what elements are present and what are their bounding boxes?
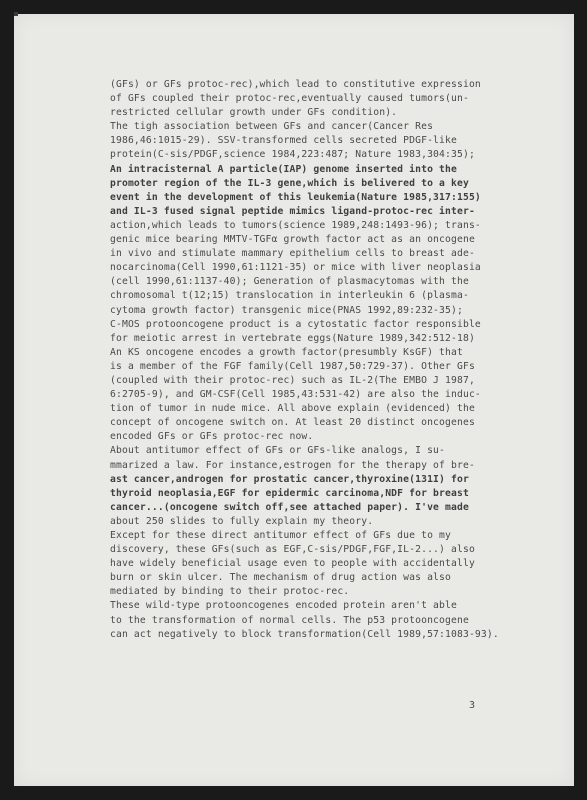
text-line: burn or skin ulcer. The mechanism of drug action was also: [110, 572, 451, 584]
text-line: action,which leads to tumors(science 1989,248:1493-96); trans-: [110, 219, 481, 231]
text-line: have widely beneficial usage even to people with accidentally: [110, 558, 475, 570]
text-line: can act negatively to block transformation(Cell 1989,57:1083-93).: [110, 628, 499, 640]
text-line: The tigh association between GFs and cancer(Cancer Res: [110, 121, 434, 133]
text-line: promoter region of the IL-3 gene,which is belivered to a key: [110, 177, 469, 189]
text-line: An intracisternal A particle(IAP) genome inserted into the: [110, 163, 457, 175]
text-line: event in the development of this leukemia(Nature 1985,317:155): [110, 191, 481, 203]
text-line: for meiotic arrest in vertebrate eggs(Nature 1989,342:512-18): [110, 332, 475, 344]
text-line: and IL-3 fused signal peptide mimics ligand-protoc-rec inter-: [110, 205, 475, 217]
text-line: These wild-type protooncogenes encoded protein aren't able: [110, 600, 457, 612]
text-line: Except for these direct antitumor effect of GFs due to my: [110, 530, 451, 541]
text-line: discovery, these GFs(such as EGF,C-sis/PDGF,FGF,IL-2...) also: [110, 544, 475, 556]
text-line: An KS oncogene encodes a growth factor(presumbly KsGF) that: [110, 346, 463, 358]
text-line: (coupled with their protoc-rec) such as IL-2(The EMBO J 1987,: [110, 374, 475, 386]
corner-mark: [14, 12, 18, 16]
text-line: C-MOS protooncogene product is a cytostatic factor responsible: [110, 318, 481, 330]
text-line: 1986,46:1015-29). SSV-transformed cells secreted PDGF-like: [110, 135, 457, 147]
text-line: mmarized a law. For instance,estrogen for the therapy of bre-: [110, 459, 475, 471]
text-line: cancer...(oncogene switch off,see attached paper). I've made: [110, 501, 469, 513]
text-line: thyroid neoplasia,EGF for epidermic carcinoma,NDF for breast: [110, 487, 469, 499]
text-line: about 250 slides to fully explain my theory.: [110, 515, 374, 527]
text-line: mediated by binding to their protoc-rec.: [110, 586, 350, 598]
text-line: cytoma growth factor) transgenic mice(PNAS 1992,89:232-35);: [110, 304, 463, 316]
page-number: 3: [469, 700, 476, 711]
text-line: (GFs) or GFs protoc-rec),which lead to constitutive expression: [110, 79, 481, 90]
text-line: in vivo and stimulate mammary epithelium cells to breast ade-: [110, 248, 475, 260]
document-page: [14, 14, 574, 786]
text-line: About antitumor effect of GFs or GFs-like analogs, I su-: [110, 445, 446, 457]
text-line: is a member of the FGF family(Cell 1987,50:729-37). Other GFs: [110, 360, 475, 372]
text-line: 6:2705-9), and GM-CSF(Cell 1985,43:531-42) are also the induc-: [110, 389, 481, 401]
text-line: chromosomal t(12;15) translocation in interleukin 6 (plasma-: [110, 290, 469, 302]
text-line: (cell 1990,61:1137-40); Generation of plasmacytomas with the: [110, 276, 469, 288]
text-line: encoded GFs or GFs protoc-rec now.: [110, 431, 314, 443]
text-line: restricted cellular growth under GFs condition).: [110, 107, 398, 119]
text-line: of GFs coupled their protoc-rec,eventually caused tumors(un-: [110, 93, 469, 105]
body-text: [110, 78, 508, 642]
text-line: protein(C-sis/PDGF,science 1984,223:487; Nature 1983,304:35);: [110, 149, 475, 161]
text-line: concept of oncogene switch on. At least 20 distinct oncogenes: [110, 417, 475, 429]
text-line: tion of tumor in nude mice. All above explain (evidenced) the: [110, 403, 475, 415]
text-line: ast cancer,androgen for prostatic cancer,thyroxine(131I) for: [110, 473, 469, 485]
text-line: nocarcinoma(Cell 1990,61:1121-35) or mice with liver neoplasia: [110, 262, 481, 274]
text-line: to the transformation of normal cells. The p53 protooncogene: [110, 614, 469, 626]
text-line: genic mice bearing MMTV-TGFα growth factor act as an oncogene: [110, 234, 475, 246]
